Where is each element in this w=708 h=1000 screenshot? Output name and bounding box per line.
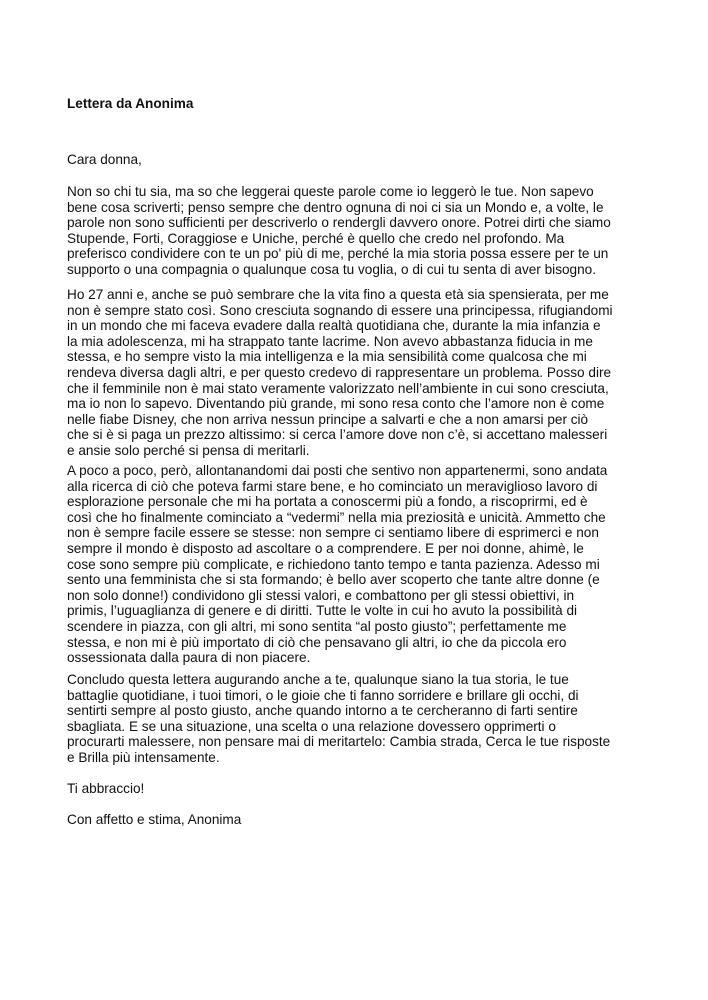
paragraph-line: e Brilla più intensamente. <box>67 749 220 765</box>
paragraph-line: esplorazione personale che mi ha portata a conoscermi più a fondo, a riscoprirmi, ed è <box>67 494 588 510</box>
paragraph <box>67 672 610 766</box>
paragraph-line: sentirti sempre al posto giusto, anche quando intorno a te cercheranno di farti sentire <box>67 703 578 719</box>
paragraph-line: non è sempre facile essere se stesse: non sempre ci sentiamo libere di esprimerci e non <box>67 525 599 541</box>
paragraph-line: rendeva diversa dagli altri, e per questo credevo di rappresentare un problema. Posso dire <box>67 364 612 380</box>
paragraph-line: stessa, e non mi è più importato di ciò che pensavano gli altri, io che da piccola ero <box>67 634 567 650</box>
paragraph-line: così che ho finalmente cominciato a “vedermi” nella mia preziosità e unicità. Ammetto che <box>67 509 606 525</box>
paragraph-line: A poco a poco, però, allontanandomi dai posti che sentivo non appartenermi, sono andata <box>67 463 608 478</box>
paragraph-line: battaglie quotidiane, i tuoi timori, o le gioie che ti fanno sorridere e brillare gli occhi, di <box>67 687 579 703</box>
paragraph-line: cose sono sempre più complicate, e richiedono tanto tempo e tanta pazienza. Adesso mi <box>67 556 600 572</box>
paragraph-line: che si è si paga un prezzo altissimo: si cerca l’amore dove non c’è, si accettano malesseri <box>67 427 608 443</box>
paragraph-line: Ho 27 anni e, anche se può sembrare che la vita fino a questa età sia spensierata, per me <box>67 287 609 302</box>
paragraph-line: Non so chi tu sia, ma so che leggerai queste parole come io leggerò le tue. Non sapevo <box>67 184 594 199</box>
paragraph-line: primis, l’uguaglianza di genere e di diritti. Tutte le volte in cui ho avuto la possibilità di <box>67 603 578 619</box>
paragraph-line: non è sempre stato così. Sono cresciuta sognando di essere una principessa, rifugiandomi <box>67 302 613 318</box>
paragraph-line: Stupende, Forti, Coraggiose e Uniche, perché è quello che credo nel profondo. Ma <box>67 230 565 246</box>
paragraph-line: sempre il mondo è disposto ad ascoltare o a comprendere. E per noi donne, ahimè, le <box>67 540 584 556</box>
paragraph-line: preferisco condividere con te un po' più di me, perché la mia storia possa essere per te un <box>67 246 609 262</box>
paragraph-line: supporto o una compagnia o qualunque cosa tu voglia, o di cui tu senta di aver bisogno. <box>67 261 597 277</box>
paragraph-line: e ansie solo perché si pensa di meritarli. <box>67 442 310 458</box>
paragraph <box>67 184 611 278</box>
paragraph <box>67 463 607 666</box>
paragraph-line: sbagliata. E se una situazione, una scelta o una relazione dovessero opprimerti o <box>67 718 556 734</box>
paragraph-line: ma io non lo sapevo. Diventando più grande, mi sono resa conto che l’amore non è come <box>67 396 605 412</box>
paragraph <box>67 287 613 459</box>
paragraph-line: alla ricerca di ciò che poteva farmi stare bene, e ho cominciato un meraviglioso lavoro di <box>67 478 598 494</box>
paragraph-line: ossessionata dalla paura di non piacere. <box>67 650 311 666</box>
paragraph-line: stessa, e ho sempre visto la mia intelligenza e la mia sensibilità come qualcosa che mi <box>67 349 587 365</box>
paragraph-line: scendere in piazza, con gli altri, mi sono sentita “al posto giusto”; perfettamente me <box>67 618 567 634</box>
letter-signature: Con affetto e stima, Anonima <box>67 812 242 827</box>
paragraph-line: che il femminile non è mai stato veramente valorizzato nell’ambiente in cui sono cresciuta, <box>67 380 609 396</box>
paragraph-line: parole non sono sufficienti per descriverlo o rendergli davvero onore. Potrei dirti che siamo <box>67 215 611 231</box>
letter-closing-salutation: Ti abbraccio! <box>67 781 145 796</box>
paragraph-line: sento una femminista che si sta formando; è bello aver scoperto che tante altre donne (e <box>67 572 600 588</box>
paragraph-line: in un mondo che mi faceva evadere dalla realtà quotidiana che, durante la mia infanzia e <box>67 318 601 334</box>
paragraph-line: bene cosa scriverti; penso sempre che dentro ognuna di noi ci sia un Mondo e, a volte, le <box>67 199 604 215</box>
paragraph-line: Concludo questa lettera augurando anche a te, qualunque siano la tua storia, le tue <box>67 672 569 687</box>
letter-greeting: Cara donna, <box>67 152 142 167</box>
paragraph-line: la mia adolescenza, mi ha strappato tante lacrime. Non avevo abbastanza fiducia in me <box>67 333 593 349</box>
paragraph-line: nelle fiabe Disney, che non arriva nessun principe a salvarti e che a non amarsi per ciò <box>67 411 589 427</box>
paragraph-line: procurarti malessere, non pensare mai di meritartelo: Cambia strada, Cerca le tue risposte <box>67 734 611 750</box>
letter-title: Lettera da Anonima <box>67 96 194 111</box>
paragraph-line: non solo donne!) condividono gli stessi valori, e combattono per gli stessi obiettivi, in <box>67 587 575 603</box>
